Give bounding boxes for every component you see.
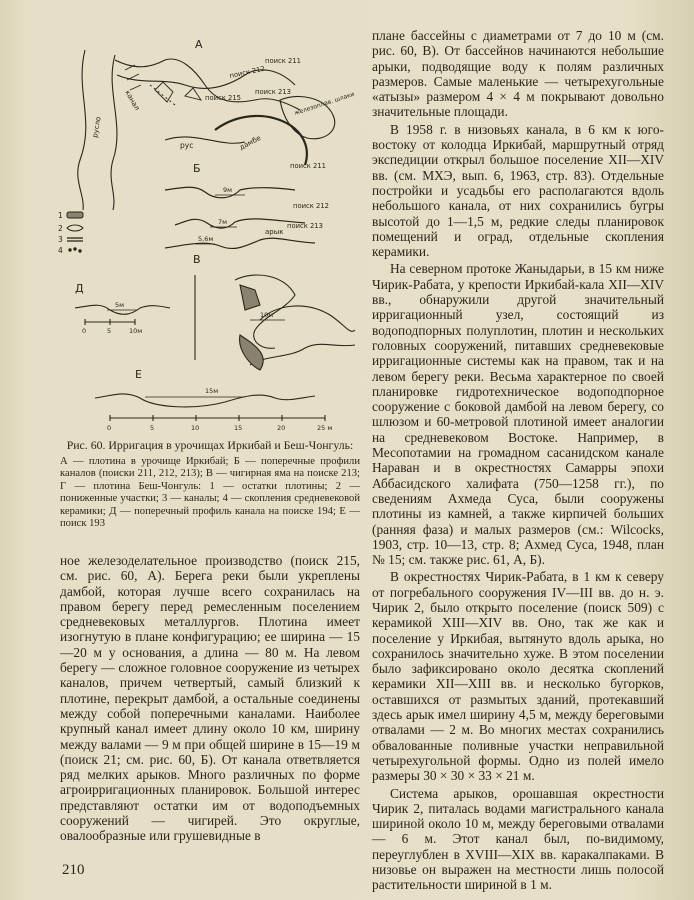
scale-d-5: 5 — [107, 327, 112, 335]
scale-d-0: 0 — [82, 327, 87, 335]
label-poisk-211-map: поиск 211 — [265, 57, 301, 65]
figure-60 — [55, 30, 365, 435]
label-poisk-211: поиск 211 — [290, 162, 326, 170]
irrigation-figure — [55, 30, 365, 435]
scale-e-25: 25 м — [317, 424, 333, 432]
label-5-6m: 5,6м — [198, 235, 214, 243]
panel-label-e: Е — [135, 368, 142, 381]
right-paragraph-2: В 1958 г. в низовьях канала, в 6 км к юго-востоку от колодца Иркибай, маршрутный отряд экспедиции открыл большое поселение XII—XIV вв. (см. МХЭ, вып. 6, 1963, стр. 83). Отдельные постройки и усадьбы его располагаются вдоль небольшого канала, от них сохранились бугры высотой до 1—1,5 м, редкие следы планировок помещений и оград, отдельные скопления керамики. — [372, 121, 664, 260]
legend-symbols — [67, 212, 83, 252]
label-7m: 7м — [218, 218, 228, 226]
page-number: 210 — [62, 862, 85, 878]
label-poisk-215-map: поиск 215 — [205, 94, 241, 102]
scale-e-15: 15 — [234, 424, 243, 432]
profile-213 — [165, 238, 315, 248]
right-paragraph-4: В окрестностях Чирик-Рабата, в 1 км к северу от погребального сооружения IV—III вв. до н. э. Чирик 2, было открыто поселение (поиск 509) с керамикой XIII—XIV вв. Оно, так же как и поселение у Иркибая, вытянуто вдоль арыка, но сохранилось значительно хуже. В этом поселении было зафиксировано около десятка скоплений керамики XII—XIII вв. и несколько бугорков, оставшихся от размытых зданий, протекавший здесь арык имел ширину 4,5 м, между береговыми отвалами — 2 м. Во многих местах сохранились обвалованные поливные участки неправильной четырехугольной формы. Одно из полей имело размеры 30 × 30 × 33 × 21 м. — [372, 569, 664, 784]
panel-v — [195, 275, 355, 370]
panel-label-a: А — [195, 38, 203, 51]
right-paragraph-1: плане бассейны с диаметрами от 7 до 10 м (см. рис. 60, В). От бассейнов начинаются небольшие арыки, подводящие воду к полям различных размеров. Самые маленькие — четырехугольные «атызы» размером 4 × 4 м покрывают довольно значительные площади. — [372, 28, 664, 120]
label-ruslo: русло — [91, 116, 103, 139]
panel-label-d: Д — [75, 282, 84, 295]
right-paragraph-3: На северном протоке Жаныдарьи, в 15 км ниже Чирик-Рабата, у крепости Иркибай-кала XII—XIV вв., обнаружили другой значительный ирригационный узел, состоящий из водоподпорных полуплотин, плотин и нескольких головных сооружений, питавших средневековые ирригационные системы как на правом, так и на левом берегу реки. Весьма характерное по своей планировке гидротехническое водоподпорное сооружение с боковой дамбой на левом берегу, со шлюзом и 60-метровой плотиной имеет аналогии на средневековом Востоке. Например, в Месопотамии на громадном сасанидском канале Нараван и в окрестностях Самарры эпохи Аббасидского халифата (750—1258 гг.), по сведениям Ахмеда Суса, были сооружены плотины из камней, а также кирпичей больших (ранняя фаза) и малых размеров (см.: Wilcocks, 1903, стр. 10—13, стр. 8; Ахмед Суса, 1948, план № 15; см. также рис. 61, А, Б). — [372, 261, 664, 568]
label-5m: 5м — [115, 301, 125, 309]
legend-num-4: 4 — [58, 246, 63, 255]
scale-e-5: 5 — [150, 424, 155, 432]
label-15m: 15м — [205, 387, 219, 395]
panel-e — [95, 394, 325, 421]
label-9m: 9м — [223, 186, 233, 194]
label-poisk-212-map: поиск 212 — [228, 64, 266, 80]
label-rus: рус — [180, 141, 194, 150]
label-kanal: канал — [123, 89, 142, 112]
legend-num-2: 2 — [58, 224, 63, 233]
label-poisk-213-map: поиск 213 — [255, 88, 291, 96]
scale-d-10: 10м — [129, 327, 143, 335]
profile-212 — [175, 219, 305, 228]
scale-e-0: 0 — [107, 424, 112, 432]
right-column — [372, 28, 664, 893]
label-zhelezo: железоплав. шлаки — [293, 90, 356, 117]
panel-label-b: Б — [193, 162, 201, 175]
panel-a — [78, 50, 335, 210]
left-paragraph-1: ное железоделательное производство (поиск 215, см. рис. 60, А). Берега реки были укреплены дамбой, которая лучше всего сохранилась на правом берегу перед ремесленным поселением средневековых металлургов. Плотина имеет изогнутую в плане конфигурацию; ее ширина — 15—20 м у основания, а длина — 80 м. На левом берегу — сложное головное сооружение из четырех каналов, причем четвертый, самый близкий к плотине, перекрыт дамбой, а остальные соединены между собой поперечными каналами. Наиболее крупный канал имеет длину около 10 км, ширину между валами — 9 м при общей ширине в 15—19 м (поиск 21; см. рис. 60, Б). От канала ответвляется ряд мелких арыков. Много различных по форме агроирригационных планировок. Большой интерес представляют остатки им от водоподъемных сооружений — чигирей. Это округлые, овалообразные или грушевидные в — [60, 553, 360, 844]
caption-legend: А — плотина в урочище Иркибай; Б — поперечные профили каналов (поиски 211, 212, 213); В — чигирная яма на поиске 213; Г — плотина Беш-Чонгуль: 1 — остатки плотины; 2 — пониженные участки; 3 — каналы; 4 — скопления средневековой керамики; Д — поперечный профиль канала на поиске 194; Е — поиск 193 — [60, 456, 360, 530]
scale-e-20: 20 — [277, 424, 286, 432]
label-poisk-213: поиск 213 — [287, 222, 323, 230]
scale-e-10: 10 — [191, 424, 200, 432]
dam-hatching — [155, 82, 201, 102]
panel-b — [165, 187, 315, 248]
left-column — [60, 553, 360, 844]
river-bank-left — [78, 50, 86, 210]
caption-title: Рис. 60. Ирригация в урочищах Иркибай и Беш-Чонгуль: — [66, 438, 354, 452]
river-bank-right — [111, 55, 117, 210]
panel-label-v: В — [193, 253, 201, 266]
right-paragraph-5: Система арыков, орошавшая окрестности Чирик 2, питалась водами магистрального канала шириной около 10 м, между береговыми отвалами — 6 м. Этот канал был, по-видимому, переуглублен в XVIII—XIX вв. каракалпаками. В низовье он выражен на местности лишь полосой растительности шириной в 1 м. — [372, 785, 664, 893]
label-aryk: арык — [265, 228, 284, 236]
label-poisk-212: поиск 212 — [293, 202, 329, 210]
figure-caption — [60, 438, 360, 530]
label-dambe: дамбе — [238, 133, 263, 152]
rus-line — [165, 137, 245, 143]
label-10m: 10м — [260, 311, 274, 319]
legend-num-1: 1 — [58, 211, 63, 220]
legend-num-3: 3 — [58, 235, 63, 244]
